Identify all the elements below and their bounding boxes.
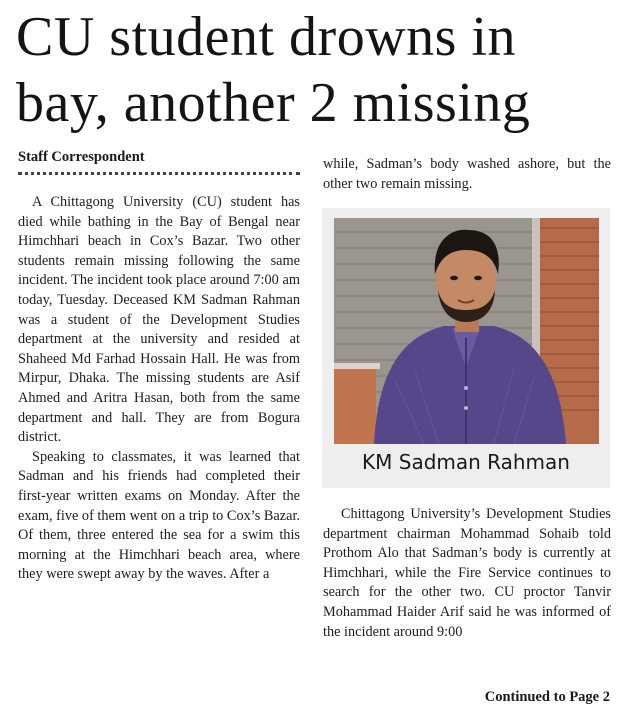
paragraph-2: Speaking to classmates, it was learned that Sadman and his friends had completed their first-year written exams on Monday. After the exam, five of them went on a trip to Cox’s Bazar. Of them, three entered the sea for a swim this morning at the Himchhari beach area, where they were swept away by the waves. After a	[18, 448, 300, 583]
article-column-2-bottom	[323, 505, 611, 642]
article-column-1	[18, 193, 300, 585]
photo-caption: KM Sadman Rahman	[362, 450, 570, 474]
paragraph-4: Chittagong University’s Development Studies department chairman Mohammad Sohaib told Prothom Alo that Sadman’s body is currently at Himchhari, while the Fire Service continues to search for the other two. CU proctor Tanvir Mohammad Haider Arif said he was informed of the incident around 9:00	[323, 506, 611, 640]
byline: Staff Correspondent	[18, 149, 145, 165]
paragraph-3: while, Sadman’s body washed ashore, but the other two remain missing.	[323, 156, 611, 192]
article-column-2-top	[323, 155, 611, 194]
continued-link[interactable]: Continued to Page 2	[484, 689, 610, 705]
byline-divider	[18, 172, 300, 175]
portrait-photo	[334, 218, 599, 444]
headline: CU student drowns in bay, another 2 missing	[16, 6, 531, 134]
paragraph-1: A Chittagong University (CU) student has died while bathing in the Bay of Bengal near Himchhari beach in Cox’s Bazar. Two other students remain missing following the same incident. The incident took place around 7:00 am today, Tuesday. Deceased KM Sadman Rahman was a student of the Development Studies department at the university and resided at Shaheed Md Farhad Hossain Hall. He was from Mirpur, Dhaka. The missing students are Asif Ahmed and Aritra Hasan, both from the same department and hall. They are from Bogura district.	[18, 194, 300, 446]
photo-frame	[322, 208, 610, 488]
